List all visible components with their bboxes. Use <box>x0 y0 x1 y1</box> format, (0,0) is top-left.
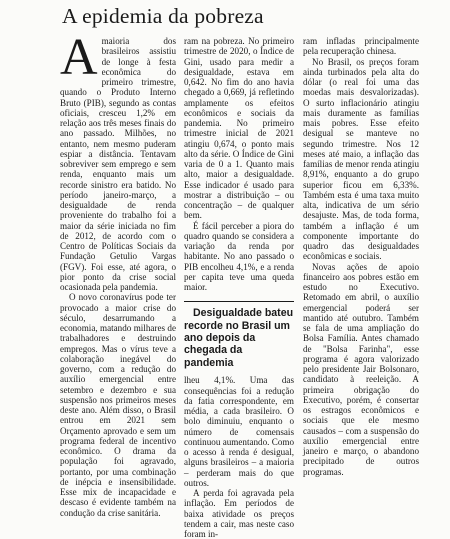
drop-cap: A <box>60 29 98 86</box>
article-column-1 <box>60 29 176 518</box>
page-title: A epidemia da pobreza <box>62 4 264 28</box>
paragraph: Novas ações de apoio financeiro aos pobres estão em estudo no Executivo. Retomado em abril, o auxílio emergencial poderá ser mantido até outubro. Também se fala de uma ampliação do Bolsa Família. Antes chamado de "Bolsa Farinha", esse programa é agora valorizado pelo presidente Jair Bolsonaro, candidato à reeleição. A primeira obrigação do Executivo, porém, é consertar os estragos econômicos e sociais que ele mesmo causados – com a suspensão do auxílio emergencial entre janeiro e março, o abandono precipitado de outros programas. <box>303 261 419 477</box>
paragraph: O novo coronavírus pode ter provocado a maior crise do século, desarrumando a economia, matando milhares de trabalhadores e destruindo empregos. Mas o vírus teve a colaboração inegável do governo, com a redução do auxílio emergencial entre setembro e dezembro e sua suspensão nos primeiros meses deste ano. Além disso, o Brasil entrou em 2021 sem Orçamento aprovado e sem um programa federal de incentivo econômico. O drama da população foi agravado, portanto, por uma combinação de inépcia e insensibilidade. Esse mix de incapacidade e descaso é evidente também na condução da crise sanitária. <box>60 292 176 518</box>
paragraph: ram na pobreza. No primeiro trimestre de 2020, o Índice de Gini, usado para medir a desigualdade, estava em 0,642. No fim do ano havia chegado a 0,669, já refletindo amplamente os efeitos econômicos e sociais da pandemia. No primeiro trimestre inicial de 2021 atingiu 0,674, o ponto mais alto da série. O Índice de Gini varia de 0 a 1. Quanto mais alto, maior a desigualdade. Esse indicador é usado para mostrar a distribuição – ou concentração – de qualquer bem. <box>184 36 294 221</box>
pull-quote-text: Desigualdade bateu recorde no Brasil um ano depois da chegada da pandemia <box>184 307 294 369</box>
paragraph: maioria dos brasileiros assistiu de longe à festa econômica do primeiro trimestre, quando o Produto Interno Bruto (PIB), segundo as contas oficiais, cresceu 1,2% em relação aos três meses finais do ano passado. Milhões, no entanto, nem mesmo puderam espiar a distância. Tentavam sobreviver sem emprego e sem renda, enquanto mais um recorde sinistro era batido. No período janeiro-março, a desigualdade de renda proveniente do trabalho foi a maior da série iniciada no fim de 2012, de acordo com o Centro de Políticas Sociais da Fundação Getulio Vargas (FGV). Foi esse, até agora, o pior ponto da crise social ocasionada pela pandemia. <box>60 36 176 292</box>
paragraph: No Brasil, os preços foram ainda turbinados pela alta do dólar (o real foi uma das moedas mais desvalorizadas). O surto inflacionário atingiu mais duramente as famílias mais pobres. Esse efeito desigual se manteve no segundo trimestre. Nos 12 meses até maio, a inflação das famílias de menor renda atingiu 8,91%, enquanto a do grupo superior ficou em 6,33%. Também esta é uma taxa muito alta, indicativa de um sério desajuste. Mas, de toda forma, também a inflação é um componente importante do quadro das desigualdades econômicas e sociais. <box>303 56 419 262</box>
article-column-2 <box>184 36 294 539</box>
paragraph: ram infladas principalmente pela recuperação chinesa. <box>303 36 419 57</box>
article-column-3 <box>303 36 419 477</box>
paragraph: A perda foi agravada pela inflação. Em períodos de baixa atividade os preços tendem a cair, mas neste caso foram in- <box>184 488 294 539</box>
paragraph: lheu 4,1%. Uma das consequências foi a redução da fatia correspondente, em média, a cada brasileiro. O bolo diminuiu, enquanto o número de comensais continuou aumentando. Como o acesso à renda é desigual, alguns brasileiros – a maioria – perderam mais do que outros. <box>184 375 294 488</box>
pull-quote <box>184 301 294 369</box>
paragraph: É fácil perceber a piora do quadro quando se considera a variação da renda por habitante. No ano passado o PIB encolheu 4,1%, e a renda per capita teve uma queda maior. <box>184 220 294 292</box>
